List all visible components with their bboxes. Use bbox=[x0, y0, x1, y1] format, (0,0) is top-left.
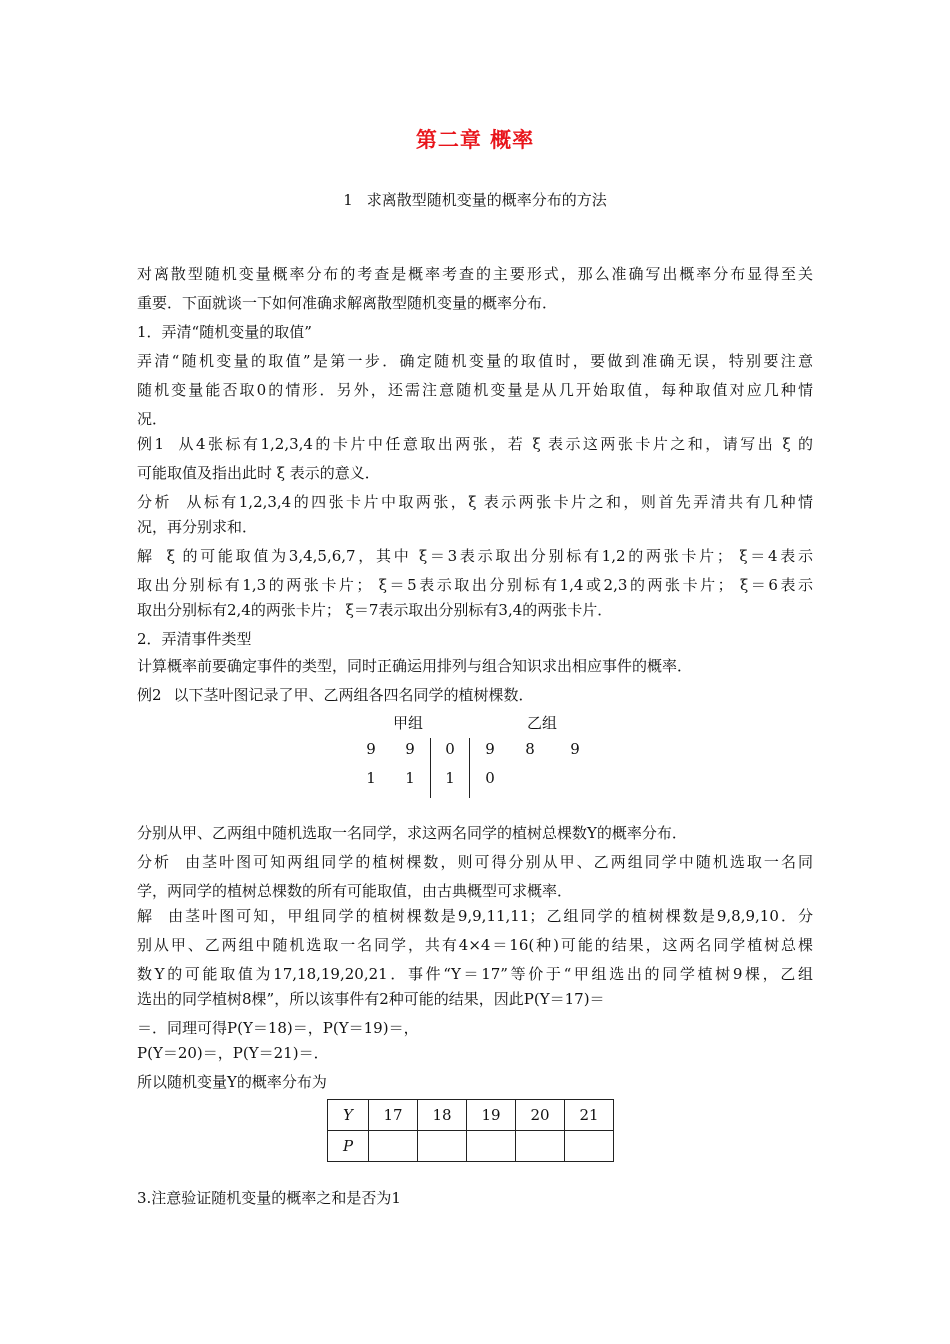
stem-leaf-left-label: 甲组 bbox=[393, 714, 424, 732]
example2-solution-line-7: 所以随机变量Y的概率分布为 bbox=[137, 1073, 327, 1091]
example2-question: 分别从甲、乙两组中随机选取一名同学，求这两名同学的植树总棵数Y的概率分布． bbox=[137, 824, 687, 842]
heading-1: 1．弄清“随机变量的取值” bbox=[137, 323, 312, 341]
stem-divider-right bbox=[469, 738, 470, 798]
example2-text: 以下茎叶图记录了甲、乙两组各四名同学的植树棵数． bbox=[173, 686, 534, 704]
chapter-title: 第二章 概率 bbox=[415, 127, 535, 152]
solution-label: 解 bbox=[137, 547, 155, 565]
solution-label: 解 bbox=[137, 907, 155, 925]
table-cell-y: 19 bbox=[467, 1100, 516, 1131]
example1-solution-line-3: 取出分别标有2,4的两张卡片； ξ＝7表示取出分别标有3,4的两张卡片． bbox=[137, 601, 613, 619]
example1-analysis-text-1: 从标有1,2,3,4的四张卡片中取两张，ξ 表示两张卡片之和，则首先弄清共有几种情 bbox=[183, 493, 813, 511]
example2-analysis-line-2: 学，两同学的植树总棵数的所有可能取值，由古典概型可求概率． bbox=[137, 882, 573, 900]
intro-line-1: 对离散型随机变量概率分布的考查是概率考查的主要形式，那么准确写出概率分布显得至关 bbox=[137, 265, 813, 283]
table-cell-p bbox=[369, 1131, 418, 1162]
table-header-p: P bbox=[328, 1131, 369, 1162]
table-cell-y: 17 bbox=[369, 1100, 418, 1131]
para1-line-3: 况． bbox=[137, 410, 168, 428]
table-cell-p bbox=[565, 1131, 614, 1162]
stem-divider-left bbox=[430, 738, 431, 798]
para1-line-2: 随机变量能否取0的情形．另外，还需注意随机变量是从几开始取值，每种取值对应几种情 bbox=[137, 381, 813, 399]
example2-solution-line-1 bbox=[137, 906, 813, 926]
example2-label: 例2 bbox=[137, 686, 162, 704]
table-cell-y: 20 bbox=[516, 1100, 565, 1131]
para2: 计算概率前要确定事件的类型，同时正确运用排列与组合知识求出相应事件的概率． bbox=[137, 657, 693, 675]
heading-2: 2．弄清事件类型 bbox=[137, 630, 252, 648]
leaf-right: 0 bbox=[485, 769, 495, 787]
stem: 0 bbox=[445, 740, 455, 758]
leaf-left: 9 bbox=[366, 740, 376, 758]
leaf-left: 1 bbox=[366, 769, 376, 787]
section-title bbox=[0, 189, 950, 210]
example2-solution-line-2: 别从甲、乙两组中随机选取一名同学，共有4×4＝16(种)可能的结果，这两名同学植树总棵 bbox=[137, 936, 813, 954]
para1-line-1: 弄清“随机变量的取值”是第一步．确定随机变量的取值时，要做到准确无误，特别要注意 bbox=[137, 352, 813, 370]
example2-solution-line-3: 数Y的可能取值为17,18,19,20,21．事件“Y＝17”等价于“甲组选出的同学植树9棵，乙组 bbox=[137, 965, 813, 983]
example2-line bbox=[137, 685, 534, 705]
example2-solution-text-1: 由茎叶图可知，甲组同学的植树棵数是9,9,11,11；乙组同学的植树棵数是9,8,9,10．分 bbox=[166, 907, 813, 925]
stem-leaf-right-label: 乙组 bbox=[527, 714, 558, 732]
table-cell-p bbox=[516, 1131, 565, 1162]
example1-solution-text-1: ξ 的可能取值为3,4,5,6,7，其中 ξ＝3表示取出分别标有1,2的两张卡片； ξ＝4表示 bbox=[166, 547, 813, 565]
example2-solution-line-4: 选出的同学植树8棵”，所以该事件有2种可能的结果，因此P(Y＝17)＝ bbox=[137, 990, 605, 1008]
example2-solution-line-5: ＝．同理可得P(Y＝18)＝，P(Y＝19)＝， bbox=[137, 1019, 419, 1037]
table-cell-p bbox=[418, 1131, 467, 1162]
stem: 1 bbox=[445, 769, 455, 787]
leaf-left: 9 bbox=[405, 740, 415, 758]
section-number: 1 bbox=[343, 191, 353, 209]
example1-analysis-line-1 bbox=[137, 492, 813, 512]
example1-analysis-line-2: 况，再分别求和． bbox=[137, 518, 258, 536]
analysis-label: 分析 bbox=[137, 853, 172, 871]
example2-solution-line-6: P(Y＝20)＝，P(Y＝21)＝． bbox=[137, 1044, 329, 1062]
intro-line-2: 重要．下面就谈一下如何准确求解离散型随机变量的概率分布． bbox=[137, 294, 558, 312]
example2-analysis-line-1 bbox=[137, 852, 813, 872]
leaf-right: 9 bbox=[485, 740, 495, 758]
heading-3: 3.注意验证随机变量的概率之和是否为1 bbox=[137, 1189, 401, 1207]
distribution-table bbox=[327, 1099, 614, 1162]
table-cell-p bbox=[467, 1131, 516, 1162]
leaf-right: 8 bbox=[525, 740, 535, 758]
example1-solution-line-2: 取出分别标有1,3的两张卡片； ξ＝5表示取出分别标有1,4或2,3的两张卡片； ξ＝6表示 bbox=[137, 576, 813, 594]
leaf-right: 9 bbox=[570, 740, 580, 758]
example2-analysis-text-1: 由茎叶图可知两组同学的植树棵数，则可得分别从甲、乙两组同学中随机选取一名同 bbox=[183, 853, 813, 871]
table-row-y bbox=[328, 1100, 614, 1131]
table-row-p bbox=[328, 1131, 614, 1162]
example1-line-1 bbox=[137, 434, 813, 454]
table-header-y: Y bbox=[328, 1100, 369, 1131]
section-title-text: 求离散型随机变量的概率分布的方法 bbox=[366, 191, 607, 209]
table-cell-y: 21 bbox=[565, 1100, 614, 1131]
example1-label: 例1 bbox=[137, 435, 165, 453]
leaf-left: 1 bbox=[405, 769, 415, 787]
example1-solution-line-1 bbox=[137, 546, 813, 566]
example1-line-2: 可能取值及指出此时 ξ 表示的意义． bbox=[137, 464, 380, 482]
example1-text-1: 从4张标有1,2,3,4的卡片中任意取出两张，若 ξ 表示这两张卡片之和，请写出 ξ 的 bbox=[176, 435, 813, 453]
analysis-label: 分析 bbox=[137, 493, 172, 511]
table-cell-y: 18 bbox=[418, 1100, 467, 1131]
